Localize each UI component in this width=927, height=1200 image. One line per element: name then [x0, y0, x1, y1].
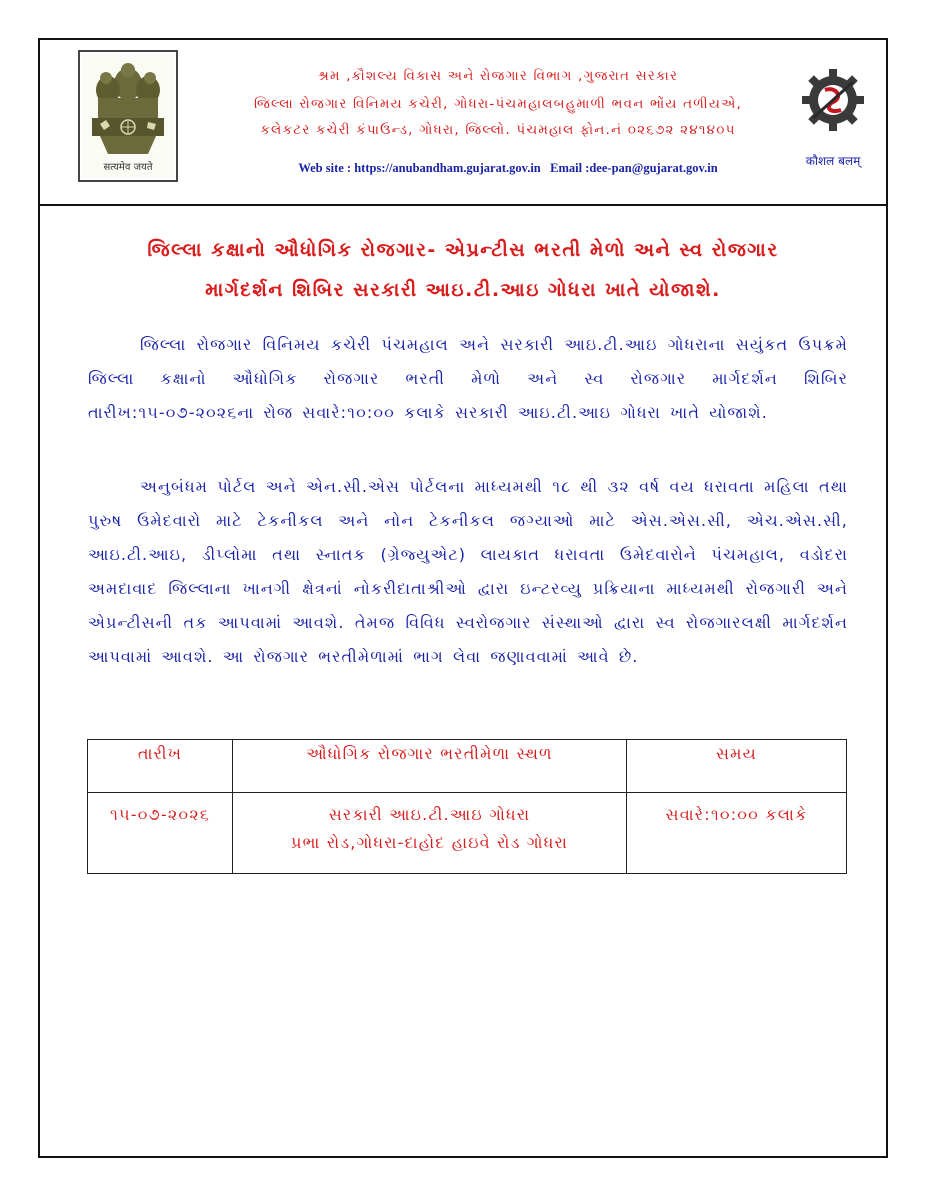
cell-date: ૧૫-૦૭-૨૦૨૬: [88, 793, 233, 874]
header-venue: ઔધોગિક રોજગાર ભરતીમેળા સ્થળ: [233, 740, 627, 793]
cell-venue: [233, 793, 627, 874]
schedule-table: [87, 739, 847, 874]
venue-line-1: સરકારી આઇ.ટી.આઇ ગોધરા: [328, 805, 531, 824]
department-line: શ્રમ ,કૌશલ્ય વિકાસ અને રોજગાર વિભાગ ,ગુજરાત સરકાર: [317, 68, 679, 84]
title-line-2: માર્ગદર્શન શિબિર સરકારી આઇ.ટી.આઇ ગોધરા ખાતે યોજાશે.: [205, 279, 721, 301]
kaushal-logo: [800, 58, 866, 180]
emblem-caption: सत्यमेव जयते: [103, 162, 153, 173]
national-emblem: [78, 50, 178, 182]
logo-caption: कौशल बलम्: [805, 154, 861, 168]
cell-time: સવારે:૧૦:૦૦ કલાકે: [627, 793, 847, 874]
title-line-1: જિલ્લા કક્ષાનો ઔધોગિક રોજગાર- એપ્રન્ટીસ ભરતી મેળો અને સ્વ રોજગાર: [147, 239, 779, 261]
letterhead-text: [178, 40, 818, 200]
venue-line-2: પ્રભા રોડ,ગોધરા-દાહોદ હાઇવે રોડ ગોધરા: [291, 833, 568, 852]
email-label: Email :: [550, 161, 590, 175]
gear-logo-icon: [800, 58, 866, 150]
table-row: [88, 793, 847, 874]
ashoka-emblem-icon: [82, 54, 174, 178]
paragraph-1: [88, 328, 848, 430]
website-label: Web site :: [298, 161, 352, 175]
office-line: જિલ્લા રોજગાર વિનિમય કચેરી, ગોધરા-પંચમહાલબહુમાળી ભવન ભોંય તળીયએ,: [253, 96, 743, 112]
header-time: સમય: [627, 740, 847, 793]
contact-line: [198, 161, 818, 176]
table-header-row: [88, 740, 847, 793]
paragraph-2: [88, 470, 848, 674]
paragraph-2-text: અનુબંધમ પોર્ટલ અને એન.સી.એસ પોર્ટલના માધ્યમથી ૧૮ થી ૩૨ વર્ષ વય ધરાવતા મહિલા તથા પુરુષ ઉમેદવારો માટે ટેકનીકલ અને નોન ટેકનીકલ જગ્યાઓ માટે એસ.એસ.સી, એચ.એસ.સી, આઇ.ટી.આઇ, ડીપ્લોમા તથા સ્નાતક (ગ્રેજ્યુએટ) લાયકાત ધરાવતા ઉમેદવારોને પંચમહાલ, વડોદરા અમદાવાદ જિલ્લાના ખાનગી ક્ષેત્રનાં નોકરીદાતાશ્રીઓ દ્વારા ઇન્ટરવ્યુ પ્રક્રિયાના માધ્યમથી રોજગારી અને એપ્રન્ટીસની તક આપવામાં આવશે. તેમજ વિવિધ સ્વરોજગાર સંસ્થાઓ દ્વારા સ્વ રોજગારલક્ષી માર્ગદર્શન આપવામાં આવશે. આ રોજગાર ભરતીમેળામાં ભાગ લેવા જણાવવામાં આવે છે.: [88, 477, 848, 666]
notice-title: [40, 230, 886, 310]
website-link[interactable]: https://anubandham.gujarat.gov.in: [354, 161, 541, 175]
header-date: તારીખ: [88, 740, 233, 793]
paragraph-1-text: જિલ્લા રોજગાર વિનિમય કચેરી પંચમહાલ અને સરકારી આઇ.ટી.આઇ ગોધરાના સયુંકત ઉપક્રમે જિલ્લા કક્ષાનો ઔધોગિક રોજગાર ભરતી મેળો અને સ્વ રોજગાર માર્ગદર્શન શિબિર તારીખ:૧૫-૦૭-૨૦૨૬ના રોજ સવારે:૧૦:૦૦ કલાકે સરકારી આઇ.ટી.આઇ ગોધરા ખાતે યોજાશે.: [88, 335, 848, 422]
address-line: કલેકટર કચેરી કંપાઉન્ડ, ગોધરા, જિલ્લો. પંચમહાલ ફોન.નં ૦૨૬૭૨ ૨૪૧૪૦૫: [260, 122, 736, 138]
email-link[interactable]: dee-pan@gujarat.gov.in: [589, 161, 718, 175]
letterhead: [40, 40, 886, 206]
